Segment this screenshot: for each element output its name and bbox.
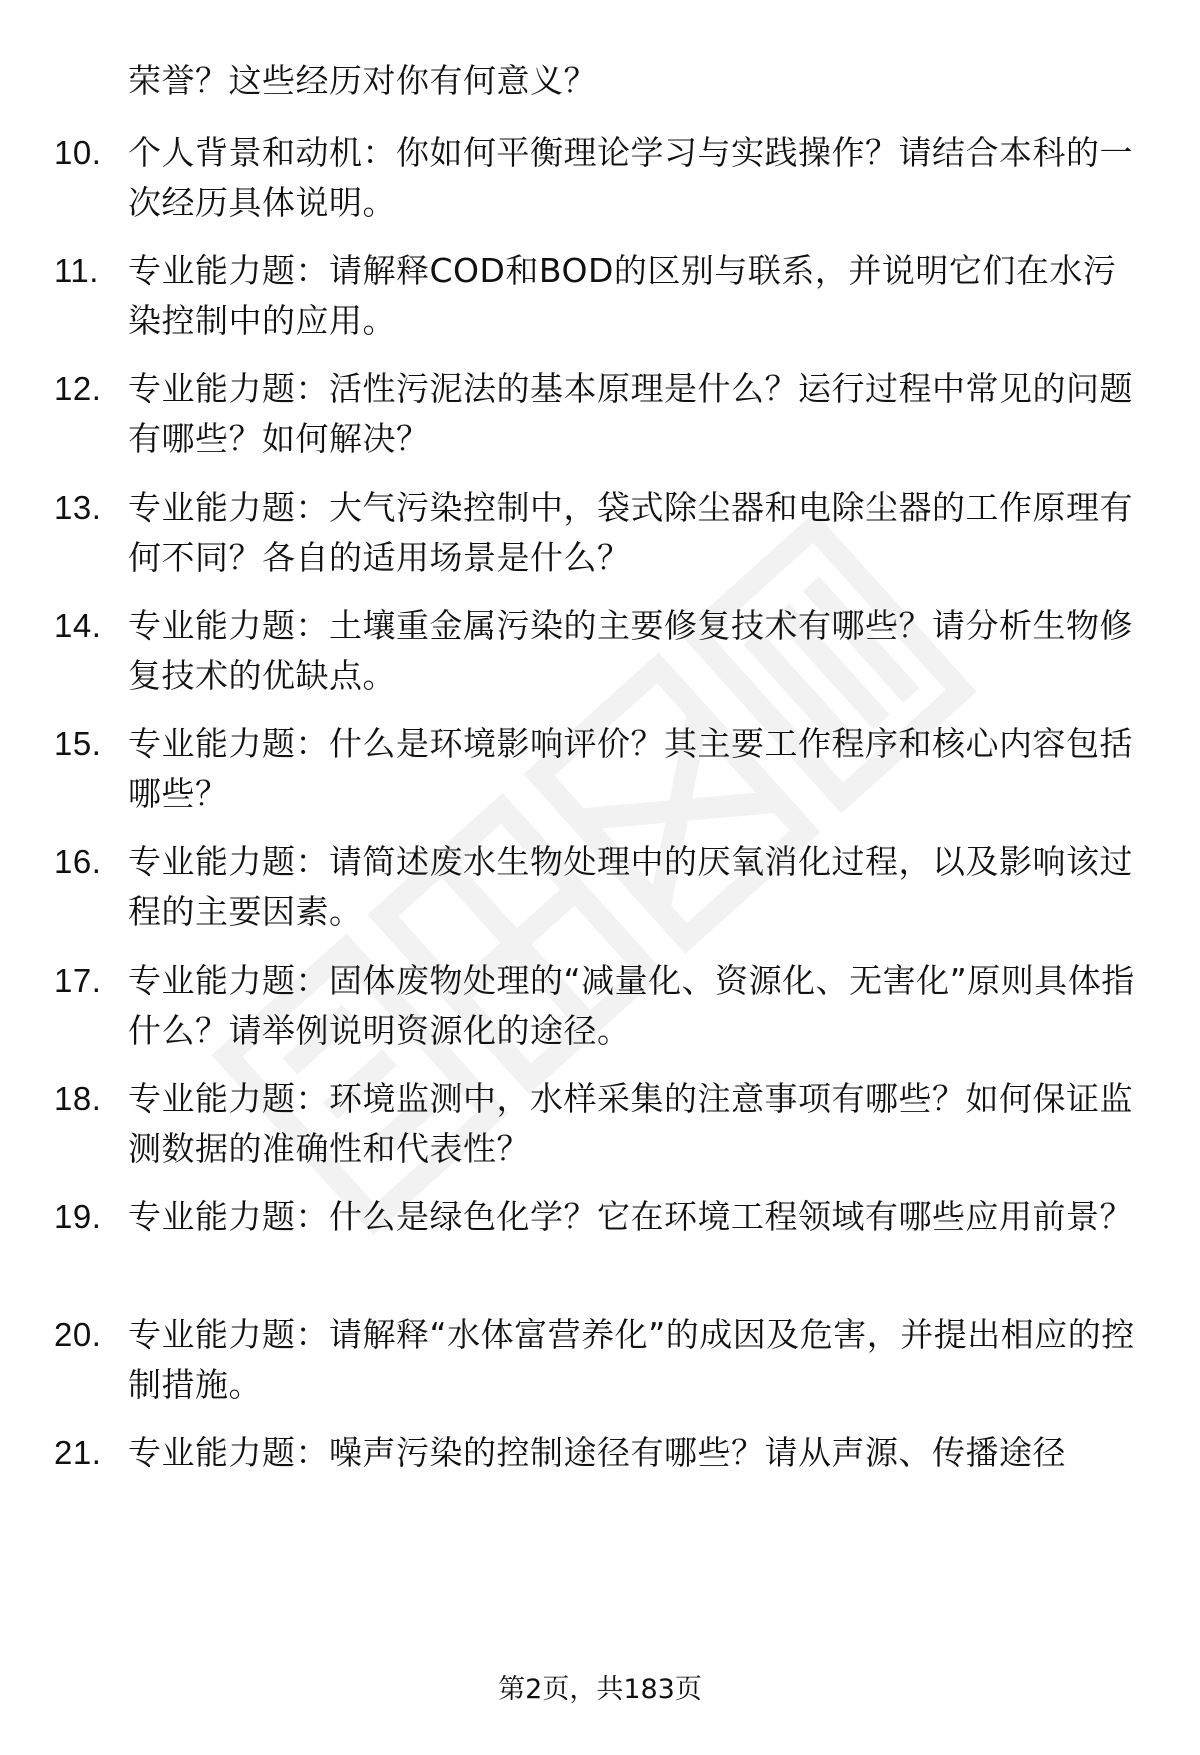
item-text: 专业能力题：大气污染控制中，袋式除尘器和电除尘器的工作原理有何不同？各自的适用场景是什么？ [128,488,1133,577]
item-text: 专业能力题：请解释COD和BOD的区别与联系，并说明它们在水污染控制中的应用。 [128,251,1117,340]
item-number: 16. [54,843,102,880]
item-text: 专业能力题：活性污泥法的基本原理是什么？运行过程中常见的问题有哪些？如何解决？ [128,369,1133,458]
item-text: 专业能力题：土壤重金属污染的主要修复技术有哪些？请分析生物修复技术的优缺点。 [128,606,1133,695]
item-number: 14. [54,607,102,644]
item-number: 17. [54,962,102,999]
item-text: 专业能力题：请解释“水体富营养化”的成因及危害，并提出相应的控制措施。 [128,1315,1135,1404]
item-number: 10. [54,134,102,171]
page-footer: 第2页，共183页 [498,1674,702,1705]
item-number: 13. [54,489,102,526]
item-number: 21. [54,1434,102,1471]
item-text: 专业能力题：请简述废水生物处理中的厌氧消化过程，以及影响该过程的主要因素。 [128,842,1133,931]
item-number: 20. [54,1316,102,1353]
item-number: 18. [54,1080,102,1117]
item-text: 专业能力题：噪声污染的控制途径有哪些？请从声源、传播途径 [128,1433,1066,1472]
continued-question-text: 荣誉？这些经历对你有何意义？ [128,61,597,100]
item-number: 12. [54,370,102,407]
item-number: 19. [54,1198,102,1235]
item-text: 专业能力题：环境监测中，水样采集的注意事项有哪些？如何保证监测数据的准确性和代表性？ [128,1079,1133,1168]
item-text: 专业能力题：什么是环境影响评价？其主要工作程序和核心内容包括哪些？ [128,724,1133,813]
item-text: 专业能力题：固体废物处理的“减量化、资源化、无害化”原则具体指什么？请举例说明资源化的途径。 [128,961,1135,1050]
item-number: 15. [54,725,102,762]
item-text: 个人背景和动机：你如何平衡理论学习与实践操作？请结合本科的一次经历具体说明。 [128,133,1133,222]
item-text: 专业能力题：什么是绿色化学？它在环境工程领域有哪些应用前景？ [128,1197,1133,1236]
item-number: 11. [54,252,99,289]
